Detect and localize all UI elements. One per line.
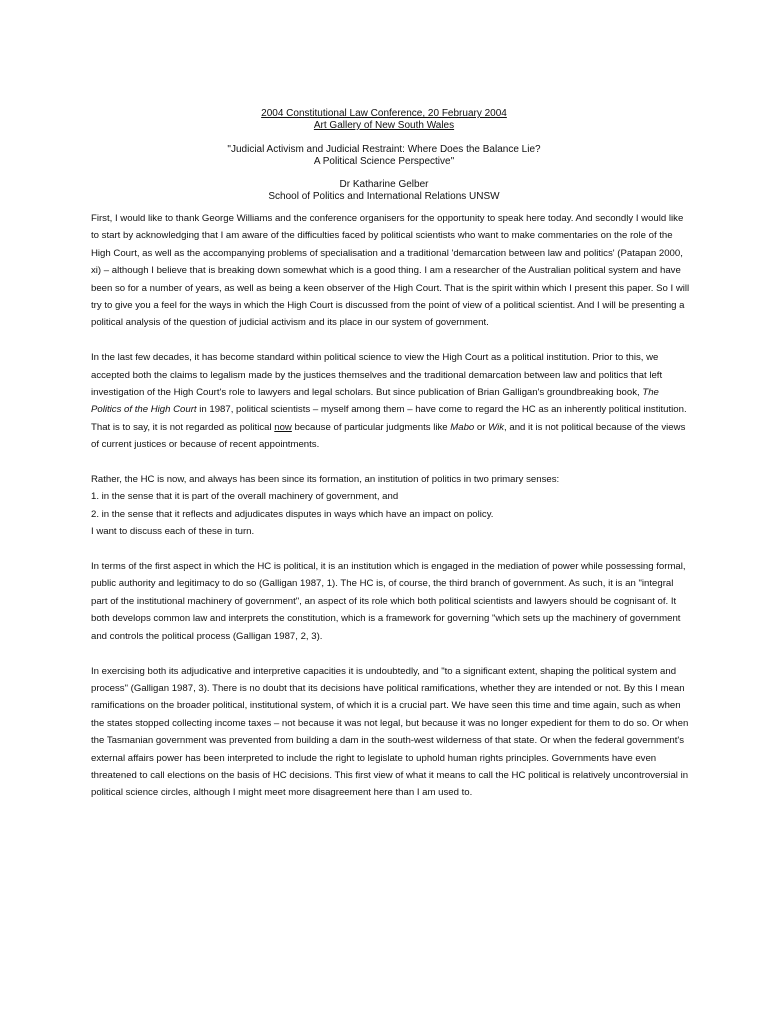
underlined-now: now — [274, 421, 292, 433]
paragraph-2 — [91, 349, 691, 453]
conference-venue: Art Gallery of New South Wales — [313, 120, 455, 131]
list-item-1: 1. in the sense that it is part of the overall machinery of government, and — [91, 491, 399, 503]
case-mabo: Mabo — [450, 421, 475, 433]
list-item-2: 2. in the sense that it reflects and adjudicates disputes in ways which have an impact on policy. — [91, 508, 494, 520]
author-affiliation: School of Politics and International Relations UNSW — [268, 191, 500, 202]
paragraph-3 — [91, 471, 691, 541]
paragraph-2-text-d: , and it is not political because of the views of current justices or because of recent appointments. — [91, 421, 686, 451]
author-block — [0, 179, 768, 203]
paper-title-line-2: A Political Science Perspective" — [313, 156, 455, 167]
paragraph-1: First, I would like to thank George Williams and the conference organisers for the opportunity to speak here today. And secondly I would like to start by acknowledging that I am aware of the difficulties faced by political scientists who want to make commentaries on the role of the High Court, as well as the accompanying problems of specialisation and a traditional 'demarcation between law and politics' (Patapan 2000, xi) – although I believe that is breaking down somewhat which is a good thing. I am a researcher of the Australian political system and have been so for a number of years, as well as being a keen observer of the High Court. That is the spirit within which I present this paper. So I will try to give you a feel for the ways in which the High Court is discussed from the point of view of a political scientist. And I will be presenting a political analysis of the question of judicial activism and its place in our system of government. — [91, 213, 690, 329]
paragraph-2-text-or: or — [474, 421, 489, 433]
paper-title-line-1: "Judicial Activism and Judicial Restraint: Where Does the Balance Lie? — [227, 144, 541, 155]
paragraph-4: In terms of the first aspect in which the HC is political, it is an institution which is engaged in the mediation of power while possessing formal, public authority and legitimacy to do so (Galligan 1987, 1). The HC is, of course, the third branch of government. As such, it is an "integral part of the institutional machinery of government", an aspect of its role which both political scientists and lawyers should be cognisant of. It both develops common law and interprets the constitution, which is a framework for governing "which sets up the machinery of government and controls the political process (Galligan 1987, 2, 3). — [91, 561, 686, 642]
paragraph-2-text-b: in 1987, political scientists – myself among them – have come to regard the HC as an inherently political institution. That is to say, it is not regarded as political — [91, 404, 687, 433]
paragraph-3-intro: Rather, the HC is now, and always has been since its formation, an institution of politics in two primary senses: — [91, 474, 560, 486]
paragraph-2-text-c: because of particular judgments like — [291, 421, 451, 433]
conference-header — [0, 108, 768, 132]
author-name: Dr Katharine Gelber — [339, 179, 429, 190]
paper-title — [0, 144, 768, 168]
paragraph-5: In exercising both its adjudicative and interpretive capacities it is undoubtedly, and "to a significant extent, shaping the political system and process" (Galligan 1987, 3). There is no doubt that its decisions have political ramifications, whether they are intended or not. By this I mean ramifications on the broader political, institutional system, of which it is a crucial part. We have seen this time and time again, such as when the states stopped collecting income taxes – not because it was not legal, but because it was no longer expedient for them to do so. Or when the Tasmanian government was prevented from building a dam in the south-west wilderness of that state. Or when the federal government's external affairs power has been interpreted to include the right to legislate to uphold human rights principles. Governments have even threatened to call elections on the basis of HC decisions. This first view of what it means to call the HC political is relatively uncontroversial in political science circles, although I might meet more disagreement here than I am used to. — [91, 665, 689, 799]
case-wik: Wik — [488, 421, 505, 433]
paragraph-2-text-a: In the last few decades, it has become standard within political science to view the High Court as a political institution. Prior to this, we accepted both the claims to legalism made by the justices themselves and the traditional demarcation between law and politics that left investigation of the High Court's role to lawyers and legal scholars. But since publication of Brian Galligan's groundbreaking book, — [91, 352, 663, 399]
book-title: The Politics of the High Court — [91, 387, 659, 416]
paragraph-3-outro: I want to discuss each of these in turn. — [91, 526, 255, 538]
document-body — [91, 210, 691, 819]
conference-title: 2004 Constitutional Law Conference, 20 February 2004 — [261, 108, 507, 119]
